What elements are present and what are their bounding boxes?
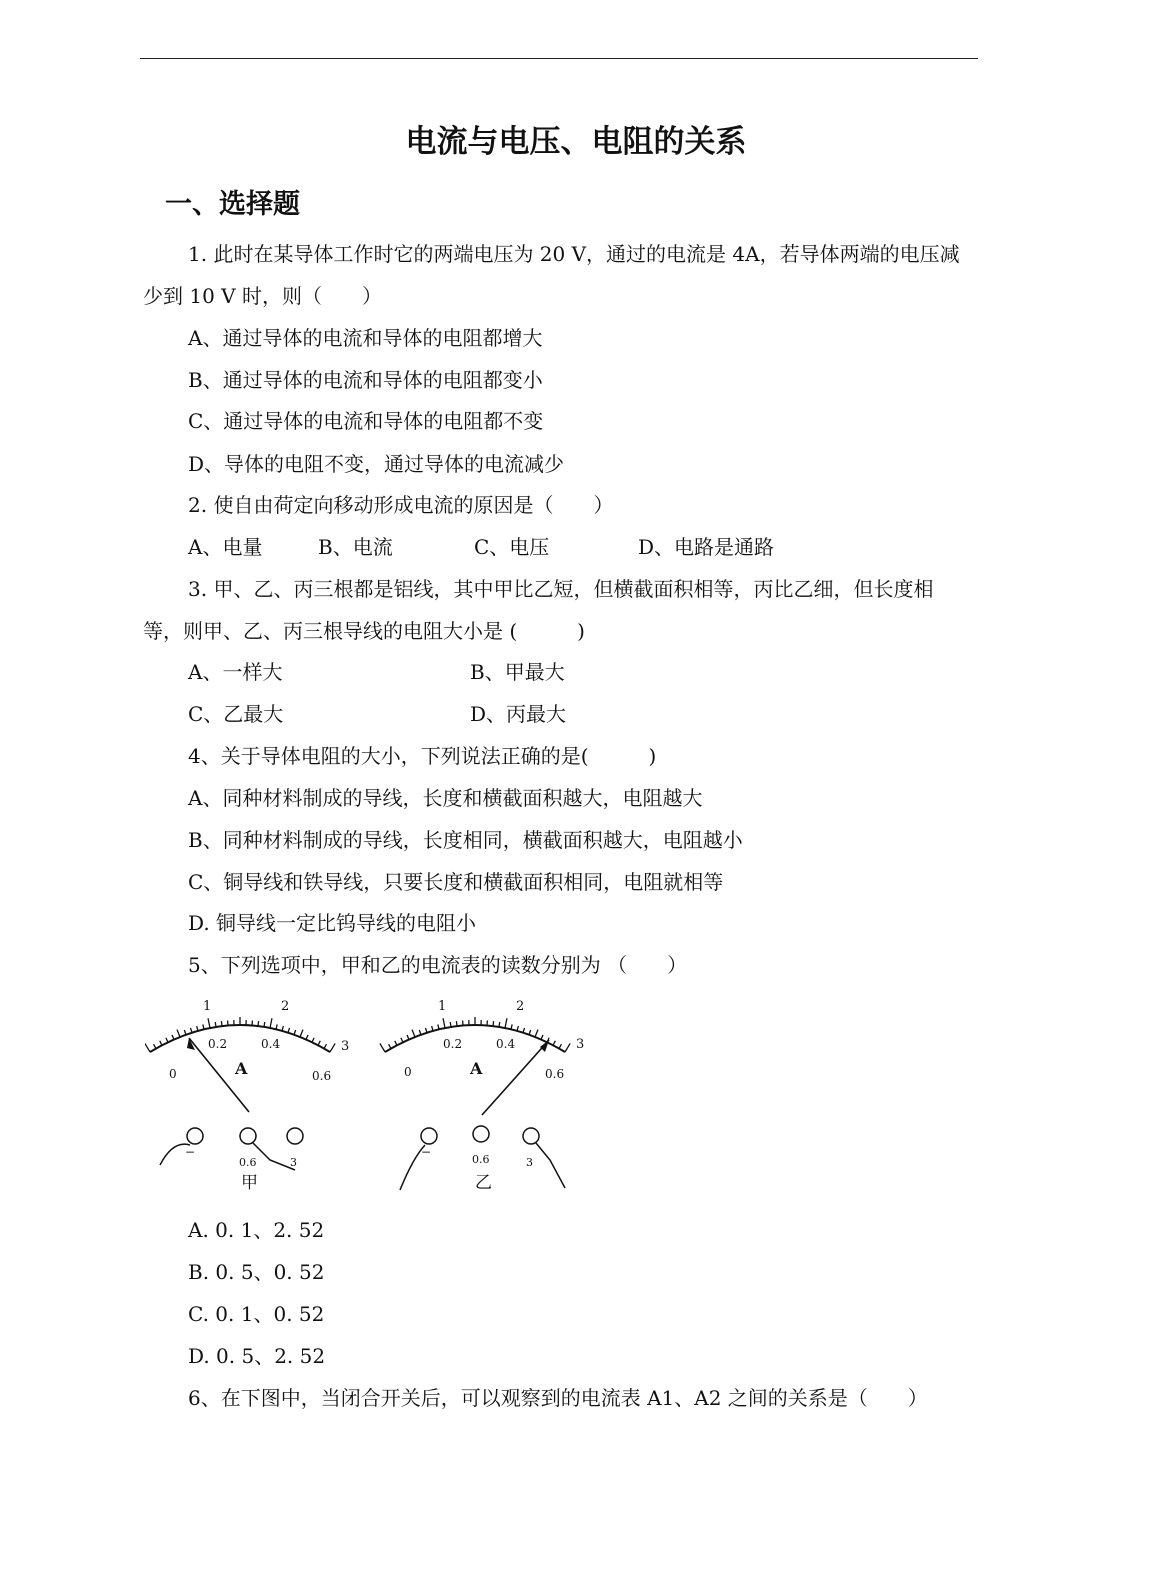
meter-right-terminal-minus bbox=[421, 1128, 437, 1144]
meter-right-bottom-label-02: 0.2 bbox=[443, 1037, 463, 1051]
scale-tick bbox=[330, 1043, 335, 1052]
scale-tick bbox=[499, 1022, 500, 1027]
q5-option-d: D. 0. 5、2. 52 bbox=[188, 1344, 326, 1368]
scale-tick bbox=[270, 1018, 272, 1028]
scale-tick bbox=[184, 1030, 186, 1035]
meter-right-top-label-1: 1 bbox=[438, 1000, 447, 1014]
meter-left-unit: A bbox=[235, 1059, 248, 1078]
scale-tick bbox=[456, 1021, 457, 1026]
q4-option-c: C、铜导线和铁导线，只要长度和横截面积相同，电阻就相等 bbox=[188, 870, 724, 894]
q4-option-a: A、同种材料制成的导线，长度和横截面积越大，电阻越大 bbox=[188, 786, 703, 810]
scale-tick bbox=[419, 1030, 421, 1035]
q5-option-c: C. 0. 1、0. 52 bbox=[188, 1302, 325, 1326]
meter-right-caption: 乙 bbox=[475, 1173, 492, 1193]
meter-left-ticks bbox=[145, 1017, 335, 1052]
meter-left-caption: 甲 bbox=[241, 1173, 258, 1193]
q2-stem: 2. 使自由荷定向移动形成电流的原因是（ ） bbox=[188, 493, 614, 517]
meter-left-bottom-label-06: 0.6 bbox=[312, 1069, 332, 1083]
scale-tick bbox=[258, 1021, 259, 1026]
scale-tick bbox=[264, 1022, 265, 1027]
scale-tick bbox=[288, 1028, 290, 1033]
scale-tick bbox=[172, 1035, 174, 1040]
meter-left-bottom-label-0: 0 bbox=[169, 1067, 177, 1081]
scale-tick bbox=[294, 1030, 296, 1035]
q3-option-c: C、乙最大 bbox=[188, 702, 284, 726]
scale-tick bbox=[177, 1030, 180, 1037]
meter-left-bottom-label-02: 0.2 bbox=[208, 1037, 228, 1051]
meter-right-terminal-3-label: 3 bbox=[526, 1156, 533, 1169]
q2-option-b: B、电流 bbox=[318, 535, 393, 559]
scale-tick bbox=[407, 1035, 409, 1040]
scale-tick bbox=[517, 1026, 518, 1031]
scale-tick bbox=[443, 1018, 445, 1028]
meter-right-scale-arc bbox=[385, 1025, 565, 1052]
meter-right-top-label-3: 3 bbox=[576, 1037, 585, 1052]
meter-right-bottom-label-04: 0.4 bbox=[496, 1037, 516, 1051]
ammeter-left bbox=[145, 1000, 349, 1193]
header-rule bbox=[140, 58, 978, 59]
q6-stem: 6、在下图中，当闭合开关后，可以观察到的电流表 A1、A2 之间的关系是（ ） bbox=[188, 1386, 928, 1410]
scale-tick bbox=[535, 1030, 538, 1037]
meter-right-wire-3 bbox=[536, 1143, 565, 1188]
scale-tick bbox=[450, 1022, 451, 1027]
q5-option-b: B. 0. 5、0. 52 bbox=[188, 1260, 325, 1284]
meter-left-wire-06 bbox=[253, 1143, 295, 1170]
scale-tick bbox=[160, 1041, 162, 1045]
scale-tick bbox=[221, 1021, 222, 1026]
q3-option-d: D、丙最大 bbox=[470, 702, 567, 726]
meter-right-needle bbox=[482, 1040, 549, 1115]
scale-tick bbox=[395, 1041, 397, 1045]
meter-right-top-label-2: 2 bbox=[516, 1000, 525, 1014]
q1-option-c: C、通过导体的电流和导体的电阻都不变 bbox=[188, 409, 544, 433]
scale-tick bbox=[208, 1018, 210, 1028]
section-heading: 一、选择题 bbox=[165, 189, 300, 220]
scale-tick bbox=[412, 1030, 415, 1037]
meter-right-terminal-minus-label: − bbox=[421, 1145, 432, 1159]
q2-option-c: C、电压 bbox=[474, 535, 550, 559]
meter-right-bottom-label-0: 0 bbox=[404, 1065, 412, 1079]
scale-tick bbox=[559, 1044, 561, 1048]
scale-tick bbox=[541, 1035, 543, 1040]
scale-tick bbox=[215, 1022, 216, 1027]
scale-tick bbox=[432, 1026, 433, 1031]
meter-left-terminal-06 bbox=[240, 1128, 256, 1144]
meter-left-bottom-label-04: 0.4 bbox=[261, 1037, 281, 1051]
meter-left-top-label-1: 1 bbox=[203, 1000, 212, 1014]
ammeter-right bbox=[380, 1000, 584, 1193]
q1-stem-line2: 少到 10 V 时，则（ ） bbox=[143, 284, 382, 308]
q2-option-a: A、电量 bbox=[188, 535, 263, 559]
q3-stem-line2: 等，则甲、乙、丙三根导线的电阻大小是 ( ) bbox=[143, 619, 585, 643]
meter-left-top-label-2: 2 bbox=[281, 1000, 290, 1014]
scale-tick bbox=[190, 1028, 192, 1033]
scale-tick bbox=[306, 1035, 308, 1040]
scale-tick bbox=[389, 1044, 391, 1048]
scale-tick bbox=[380, 1043, 385, 1052]
q5-stem: 5、下列选项中，甲和乙的电流表的读数分别为 （ ） bbox=[188, 953, 688, 977]
scale-tick bbox=[145, 1043, 150, 1052]
meter-left-terminal-minus-label: − bbox=[185, 1145, 196, 1159]
meter-left-terminal-3 bbox=[287, 1128, 303, 1144]
q3-stem-line1: 3. 甲、乙、丙三根都是铝线，其中甲比乙短，但横截面积相等，丙比乙细，但长度相 bbox=[188, 577, 934, 601]
meter-left-terminal-minus bbox=[187, 1128, 203, 1144]
q3-option-a: A、一样大 bbox=[188, 660, 283, 684]
meter-right-bottom-label-06: 0.6 bbox=[545, 1067, 565, 1081]
scale-tick bbox=[282, 1026, 283, 1031]
q1-option-b: B、通过导体的电流和导体的电阻都变小 bbox=[188, 368, 543, 392]
meter-right-unit: A bbox=[470, 1059, 483, 1078]
scale-tick bbox=[166, 1038, 168, 1043]
scale-tick bbox=[318, 1041, 320, 1045]
scale-tick bbox=[324, 1044, 326, 1048]
scale-tick bbox=[553, 1041, 555, 1045]
q1-stem-line1: 1. 此时在某导体工作时它的两端电压为 20 V，通过的电流是 4A，若导体两端的电压减 bbox=[188, 242, 960, 266]
meter-left-terminal-06-label: 0.6 bbox=[239, 1156, 257, 1169]
scale-tick bbox=[565, 1043, 570, 1052]
q5-option-a: A. 0. 1、2. 52 bbox=[188, 1218, 325, 1242]
scale-tick bbox=[401, 1038, 403, 1043]
meter-right-terminal-06-label: 0.6 bbox=[472, 1153, 490, 1166]
scale-tick bbox=[197, 1026, 198, 1031]
meter-left-terminal-3-label: 3 bbox=[290, 1156, 297, 1169]
q3-option-b: B、甲最大 bbox=[470, 660, 565, 684]
meter-left-scale-arc bbox=[150, 1025, 330, 1052]
q4-stem: 4、关于导体电阻的大小，下列说法正确的是( ) bbox=[188, 744, 657, 768]
page-title: 电流与电压、电阻的关系 bbox=[405, 124, 747, 160]
ammeter-figure bbox=[145, 1000, 605, 1225]
q1-option-a: A、通过导体的电流和导体的电阻都增大 bbox=[188, 326, 543, 350]
meter-right-terminal-06 bbox=[473, 1126, 489, 1142]
scale-tick bbox=[312, 1038, 314, 1043]
q1-option-d: D、导体的电阻不变，通过导体的电流减少 bbox=[188, 452, 565, 476]
scale-tick bbox=[300, 1030, 303, 1037]
scale-tick bbox=[523, 1028, 525, 1033]
scale-tick bbox=[493, 1021, 494, 1026]
scale-tick bbox=[154, 1044, 156, 1048]
q4-option-d: D. 铜导线一定比钨导线的电阻小 bbox=[188, 911, 477, 935]
meter-right-terminal-3 bbox=[523, 1128, 539, 1144]
q4-option-b: B、同种材料制成的导线，长度相同，横截面积越大，电阻越小 bbox=[188, 828, 743, 852]
q2-option-d: D、电路是通路 bbox=[638, 535, 775, 559]
meter-left-top-label-3: 3 bbox=[341, 1039, 350, 1054]
scale-tick bbox=[425, 1028, 427, 1033]
scale-tick bbox=[505, 1018, 507, 1028]
scale-tick bbox=[529, 1030, 531, 1035]
